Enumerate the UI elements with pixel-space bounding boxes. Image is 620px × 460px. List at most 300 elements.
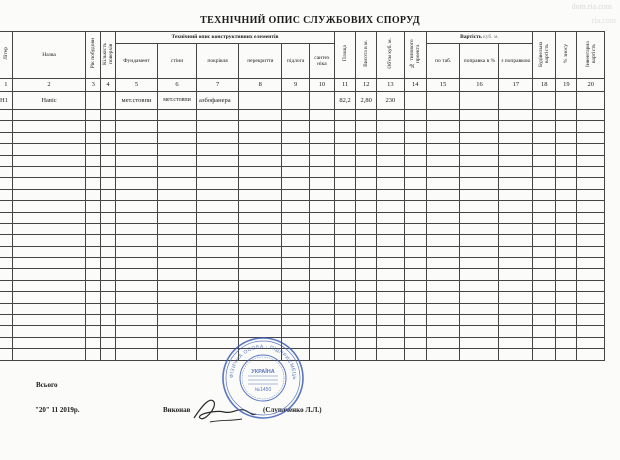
empty-cell [404,144,426,155]
empty-cell [426,212,460,223]
empty-cell [556,132,577,143]
empty-cell [499,326,533,337]
empty-cell [158,235,197,246]
empty-cell [115,292,157,303]
cell-year [86,92,101,110]
empty-cell [426,303,460,314]
empty-cell [460,201,499,212]
empty-cell [335,315,356,326]
empty-cell [556,292,577,303]
empty-cell [309,166,334,177]
empty-cell [158,280,197,291]
empty-cell [533,166,556,177]
header-area: Площа [335,32,356,79]
cell-floor [282,92,309,110]
empty-cell [356,132,377,143]
empty-cell [12,326,86,337]
empty-table-row [0,201,605,212]
empty-cell [460,258,499,269]
empty-cell [404,303,426,314]
empty-cell [499,303,533,314]
empty-cell [0,110,12,121]
empty-cell [0,132,12,143]
cell-roof: азбофанера [197,92,239,110]
empty-cell [0,144,12,155]
empty-cell [239,201,282,212]
empty-cell [533,292,556,303]
empty-cell [533,121,556,132]
empty-cell [377,189,404,200]
empty-cell [101,155,116,166]
empty-cell [101,144,116,155]
empty-cell [499,189,533,200]
document-date: "20" 11 2019р. [35,406,80,414]
empty-cell [377,326,404,337]
empty-cell [158,212,197,223]
empty-cell [101,201,116,212]
column-number: 10 [309,79,334,92]
header-plumbing: сантех ніка [309,44,334,79]
empty-cell [197,178,239,189]
header-name: Назва [12,32,86,79]
empty-cell [533,223,556,234]
empty-cell [533,246,556,257]
empty-cell [335,178,356,189]
empty-cell [356,144,377,155]
empty-cell [115,155,157,166]
empty-cell [499,121,533,132]
header-ceilings: перекриття [239,44,282,79]
empty-cell [101,303,116,314]
empty-cell [460,349,499,360]
empty-cell [12,166,86,177]
empty-cell [404,166,426,177]
empty-cell [377,201,404,212]
empty-cell [86,326,101,337]
empty-cell [460,303,499,314]
empty-cell [460,315,499,326]
empty-cell [0,166,12,177]
empty-cell [158,121,197,132]
empty-cell [282,155,309,166]
empty-table-row [0,132,605,143]
empty-cell [404,292,426,303]
empty-cell [335,280,356,291]
header-height: Висота в м. [356,32,377,79]
empty-cell [115,315,157,326]
cell-height: 2,80 [356,92,377,110]
empty-cell [115,212,157,223]
empty-cell [86,132,101,143]
empty-cell [577,292,605,303]
empty-cell [426,166,460,177]
empty-cell [335,189,356,200]
empty-cell [158,326,197,337]
empty-cell [158,144,197,155]
empty-cell [556,235,577,246]
empty-cell [404,246,426,257]
empty-cell [426,280,460,291]
cell-wear [556,92,577,110]
empty-cell [426,258,460,269]
empty-cell [377,144,404,155]
empty-cell [158,246,197,257]
empty-cell [197,132,239,143]
empty-cell [12,258,86,269]
empty-cell [86,144,101,155]
empty-cell [335,258,356,269]
empty-cell [404,269,426,280]
empty-cell [309,258,334,269]
column-number: 20 [577,79,605,92]
empty-cell [101,178,116,189]
empty-cell [115,166,157,177]
empty-cell [533,303,556,314]
empty-cell [577,326,605,337]
empty-cell [86,303,101,314]
empty-cell [460,178,499,189]
empty-cell [12,292,86,303]
empty-cell [335,110,356,121]
empty-cell [101,246,116,257]
column-number: 17 [499,79,533,92]
empty-cell [115,337,157,348]
empty-cell [101,166,116,177]
header-inventory-value: Інвентарна вартість [577,32,605,79]
empty-cell [239,121,282,132]
empty-cell [197,110,239,121]
empty-cell [101,280,116,291]
empty-cell [460,189,499,200]
empty-cell [0,292,12,303]
empty-cell [460,166,499,177]
empty-cell [356,315,377,326]
empty-cell [404,326,426,337]
empty-cell [158,269,197,280]
cell-building-value [533,92,556,110]
empty-cell [197,144,239,155]
header-value-group: Вартість куб. м. [426,32,532,44]
empty-cell [158,201,197,212]
empty-cell [86,212,101,223]
empty-cell [577,280,605,291]
empty-cell [577,201,605,212]
empty-cell [197,223,239,234]
empty-cell [404,132,426,143]
empty-cell [404,155,426,166]
empty-cell [356,155,377,166]
empty-cell [0,121,12,132]
empty-cell [426,144,460,155]
empty-cell [0,246,12,257]
empty-cell [499,337,533,348]
empty-cell [282,258,309,269]
empty-cell [426,110,460,121]
empty-cell [0,326,12,337]
empty-cell [115,258,157,269]
empty-cell [86,280,101,291]
empty-cell [86,155,101,166]
empty-cell [115,110,157,121]
empty-cell [282,303,309,314]
header-wear: % зносу [556,32,577,79]
column-number: 4 [101,79,116,92]
empty-cell [239,110,282,121]
empty-cell [335,121,356,132]
column-number: 6 [158,79,197,92]
empty-cell [197,166,239,177]
empty-cell [460,337,499,348]
empty-cell [309,223,334,234]
empty-cell [12,189,86,200]
empty-cell [158,315,197,326]
empty-cell [404,280,426,291]
empty-table-row [0,189,605,200]
empty-cell [101,292,116,303]
empty-cell [356,201,377,212]
empty-cell [282,132,309,143]
empty-cell [282,269,309,280]
header-by-table: по таб. [426,44,460,79]
empty-cell [101,132,116,143]
header-building-value: Будівельна вартість [533,32,556,79]
empty-cell [282,201,309,212]
empty-table-row [0,155,605,166]
empty-cell [158,110,197,121]
official-stamp-image [220,335,306,421]
empty-cell [556,121,577,132]
empty-cell [282,246,309,257]
empty-table-row [0,212,605,223]
empty-cell [309,269,334,280]
cell-walls: мет.стовпи [158,92,197,110]
empty-cell [12,121,86,132]
empty-cell [158,178,197,189]
empty-cell [533,258,556,269]
empty-cell [158,223,197,234]
empty-cell [86,258,101,269]
empty-cell [309,326,334,337]
empty-cell [12,280,86,291]
empty-table-row [0,144,605,155]
empty-cell [12,349,86,360]
empty-cell [12,303,86,314]
empty-cell [377,155,404,166]
empty-cell [0,212,12,223]
empty-cell [0,303,12,314]
stamp-seal [223,338,303,418]
empty-cell [86,246,101,257]
empty-cell [86,235,101,246]
empty-cell [404,189,426,200]
empty-cell [426,326,460,337]
empty-cell [309,212,334,223]
empty-cell [426,132,460,143]
empty-cell [499,292,533,303]
empty-cell [239,315,282,326]
empty-cell [460,121,499,132]
empty-cell [335,292,356,303]
empty-cell [86,178,101,189]
document-title: ТЕХНІЧНИЙ ОПИС СЛУЖБОВИХ СПОРУД [200,15,420,26]
empty-table-row [0,269,605,280]
empty-cell [533,235,556,246]
empty-cell [115,235,157,246]
empty-cell [115,121,157,132]
cell-liter: Н1 [0,92,12,110]
empty-cell [335,132,356,143]
technical-description-table [0,31,605,361]
empty-cell [356,280,377,291]
empty-cell [356,337,377,348]
empty-cell [101,269,116,280]
table-row [0,92,605,110]
empty-cell [0,258,12,269]
empty-cell [12,235,86,246]
cell-foundation: мет.стовпи [115,92,157,110]
empty-cell [0,280,12,291]
empty-cell [309,337,334,348]
empty-cell [499,315,533,326]
empty-cell [239,178,282,189]
empty-cell [460,223,499,234]
empty-cell [335,212,356,223]
empty-cell [12,269,86,280]
empty-table-row [0,235,605,246]
empty-cell [282,110,309,121]
empty-cell [404,315,426,326]
cell-by-table [426,92,460,110]
empty-cell [335,246,356,257]
empty-cell [577,303,605,314]
empty-cell [101,326,116,337]
column-number: 9 [282,79,309,92]
empty-cell [309,155,334,166]
header-liter: Літер [0,32,12,79]
empty-table-row [0,121,605,132]
empty-cell [115,144,157,155]
empty-cell [239,132,282,143]
empty-cell [309,235,334,246]
empty-cell [12,223,86,234]
empty-cell [239,280,282,291]
empty-cell [197,303,239,314]
empty-cell [115,223,157,234]
empty-cell [309,246,334,257]
empty-cell [197,292,239,303]
empty-cell [197,121,239,132]
empty-cell [115,246,157,257]
empty-cell [499,212,533,223]
cell-ceilings [239,92,282,110]
empty-cell [0,349,12,360]
empty-cell [577,121,605,132]
empty-cell [356,110,377,121]
empty-cell [101,121,116,132]
column-number: 16 [460,79,499,92]
empty-cell [404,258,426,269]
empty-cell [115,303,157,314]
empty-cell [335,303,356,314]
empty-cell [377,121,404,132]
empty-cell [460,155,499,166]
empty-cell [239,212,282,223]
empty-cell [239,258,282,269]
column-number: 2 [12,79,86,92]
empty-cell [282,315,309,326]
column-number: 14 [404,79,426,92]
empty-cell [309,121,334,132]
empty-cell [356,121,377,132]
empty-cell [239,292,282,303]
empty-cell [577,223,605,234]
column-number: 1 [0,79,12,92]
empty-cell [86,166,101,177]
empty-cell [309,189,334,200]
empty-cell [404,349,426,360]
column-number: 3 [86,79,101,92]
empty-table-row [0,110,605,121]
empty-cell [0,269,12,280]
empty-cell [309,315,334,326]
empty-cell [115,269,157,280]
column-number: 8 [239,79,282,92]
empty-cell [282,121,309,132]
empty-cell [499,144,533,155]
empty-cell [377,132,404,143]
empty-cell [377,303,404,314]
empty-cell [239,223,282,234]
empty-cell [101,189,116,200]
empty-cell [356,235,377,246]
empty-cell [377,349,404,360]
empty-cell [86,315,101,326]
empty-cell [499,258,533,269]
header-floors: Кількість поверхів [101,32,116,79]
cell-area: 82,2 [335,92,356,110]
empty-cell [309,303,334,314]
header-project-no: № типового проекта [404,32,426,79]
empty-cell [197,315,239,326]
empty-cell [0,189,12,200]
empty-cell [533,337,556,348]
empty-cell [460,110,499,121]
empty-cell [556,110,577,121]
empty-cell [239,166,282,177]
empty-cell [335,326,356,337]
stamp-id: №1450 [254,387,272,393]
empty-cell [309,292,334,303]
empty-cell [239,303,282,314]
empty-table-row [0,315,605,326]
empty-cell [556,144,577,155]
empty-cell [309,144,334,155]
empty-cell [533,144,556,155]
empty-cell [556,201,577,212]
empty-cell [0,155,12,166]
empty-cell [86,189,101,200]
empty-cell [197,155,239,166]
empty-cell [158,337,197,348]
empty-cell [158,258,197,269]
empty-cell [533,326,556,337]
column-number: 13 [377,79,404,92]
empty-cell [377,110,404,121]
empty-cell [0,201,12,212]
empty-cell [377,235,404,246]
empty-cell [556,280,577,291]
empty-cell [426,292,460,303]
